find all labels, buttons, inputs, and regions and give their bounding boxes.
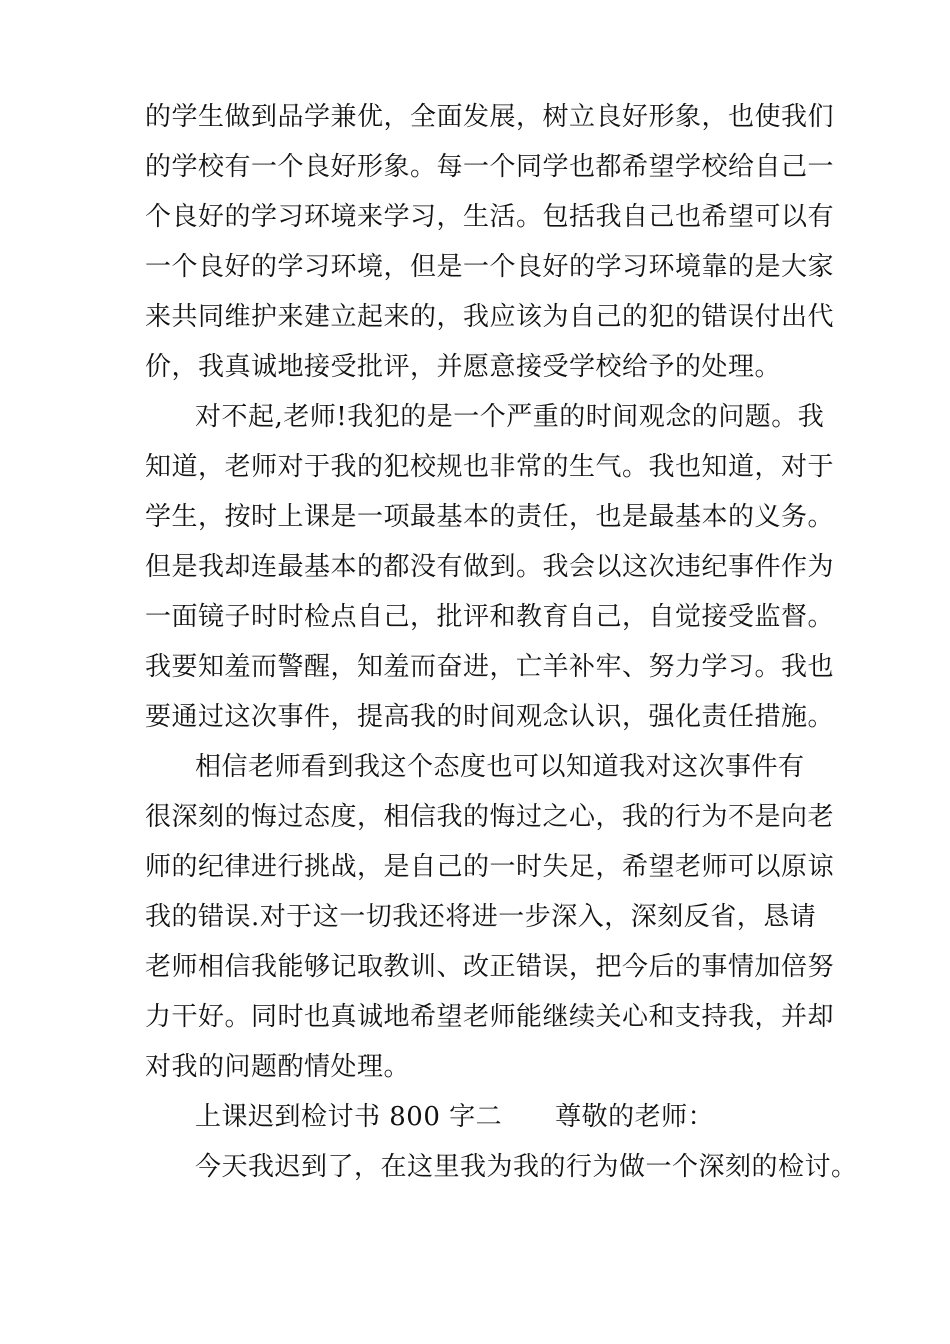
paragraph-3-line-7: 对我的问题酌情处理。 (145, 1052, 411, 1082)
paragraph-3-line-1: 相信老师看到我这个态度也可以知道我对这次事件有 (195, 752, 805, 782)
paragraph-2-line-7: 要通过这次事件，提高我的时间观念认识，强化责任措施。 (145, 702, 835, 732)
paragraph-2-line-1: 对不起,老师!我犯的是一个严重的时间观念的问题。我 (195, 402, 825, 432)
paragraph-3-line-3: 师的纪律进行挑战，是自己的一时失足，希望老师可以原谅 (145, 852, 835, 882)
paragraph-3-line-2: 很深刻的悔过态度，相信我的悔过之心，我的行为不是向老 (145, 802, 835, 832)
paragraph-3-line-6: 力干好。同时也真诚地希望老师能继续关心和支持我，并却 (145, 1002, 835, 1032)
paragraph-4-line-1: 今天我迟到了，在这里我为我的行为做一个深刻的检讨。 (195, 1152, 858, 1182)
paragraph-1-line-4: 一个良好的学习环境，但是一个良好的学习环境靠的是大家 (145, 252, 835, 282)
paragraph-2-line-5: 一面镜子时时检点自己，批评和教育自己，自觉接受监督。 (145, 602, 835, 632)
paragraph-2-line-6: 我要知羞而警醒，知羞而奋进，亡羊补牢、努力学习。我也 (145, 652, 835, 682)
paragraph-2-line-4: 但是我却连最基本的都没有做到。我会以这次违纪事件作为 (145, 552, 835, 582)
paragraph-1-line-2: 的学校有一个良好形象。每一个同学也都希望学校给自己一 (145, 152, 835, 182)
paragraph-1-line-6: 价，我真诚地接受批评，并愿意接受学校给予的处理。 (145, 352, 782, 382)
paragraph-3-line-4: 我的错误.对于这一切我还将进一步深入，深刻反省，恳请 (145, 902, 817, 932)
paragraph-2-line-2: 知道，老师对于我的犯校规也非常的生气。我也知道，对于 (145, 452, 835, 482)
paragraph-2-line-3: 学生，按时上课是一项最基本的责任，也是最基本的义务。 (145, 502, 835, 532)
paragraph-3-line-5: 老师相信我能够记取教训、改正错误，把今后的事情加倍努 (145, 952, 835, 982)
paragraph-1-line-1: 的学生做到品学兼优，全面发展，树立良好形象，也使我们 (145, 102, 835, 132)
paragraph-1-line-3: 个良好的学习环境来学习，生活。包括我自己也希望可以有 (145, 202, 835, 232)
section-heading: 上课迟到检讨书 800 字二 尊敬的老师： (195, 1102, 715, 1132)
paragraph-1-line-5: 来共同维护来建立起来的，我应该为自己的犯的错误付出代 (145, 302, 835, 332)
